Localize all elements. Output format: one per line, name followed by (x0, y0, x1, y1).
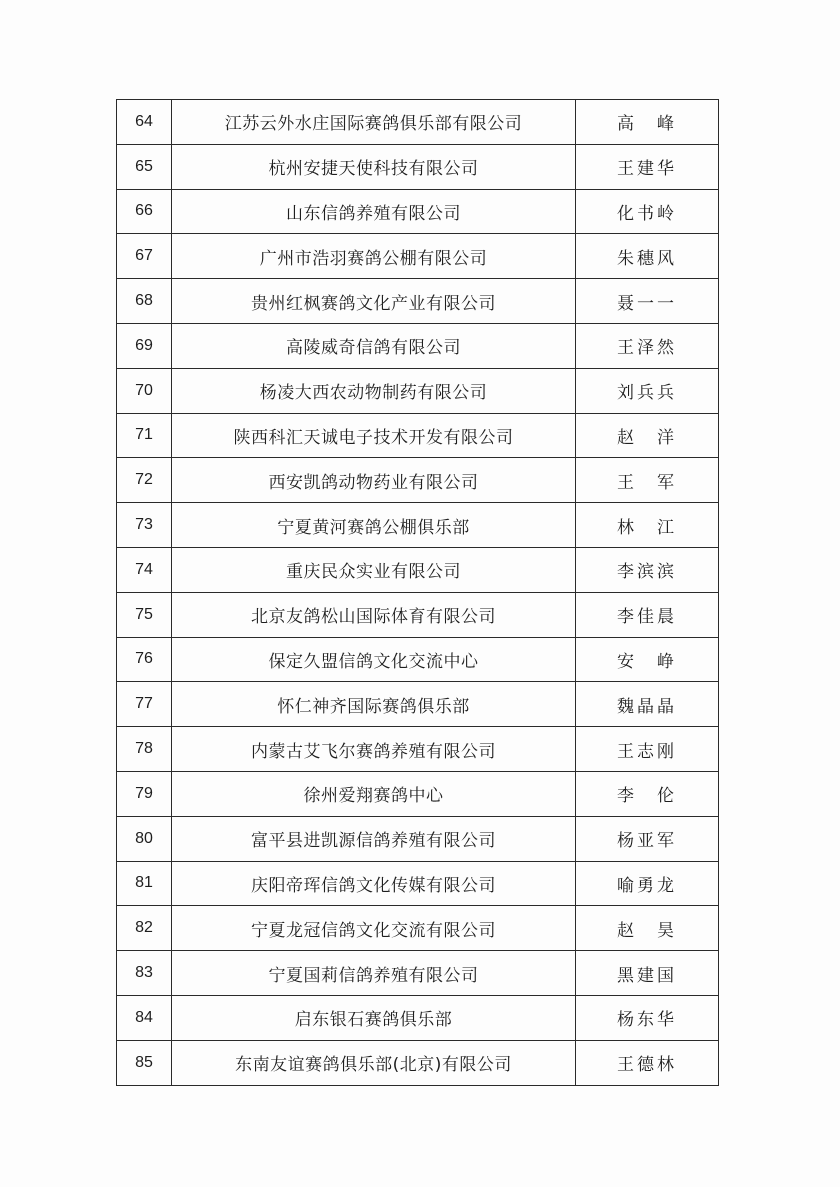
row-number-cell: 78 (117, 727, 172, 772)
table-row (117, 323, 719, 368)
company-name-cell: 宁夏黄河赛鸽公棚俱乐部 (172, 503, 576, 548)
company-name-cell: 东南友谊赛鸽俱乐部(北京)有限公司 (172, 1040, 576, 1085)
table-row (117, 682, 719, 727)
company-name-cell: 宁夏国莉信鸽养殖有限公司 (172, 951, 576, 996)
table-row (117, 951, 719, 996)
contact-person-cell: 朱穗风 (576, 234, 719, 279)
company-roster-table (116, 99, 719, 1086)
row-number-cell: 68 (117, 279, 172, 324)
contact-person-cell: 杨亚军 (576, 816, 719, 861)
company-name-cell: 陕西科汇天诚电子技术开发有限公司 (172, 413, 576, 458)
row-number-cell: 70 (117, 368, 172, 413)
contact-person-cell: 安 峥 (576, 637, 719, 682)
table-row (117, 100, 719, 145)
table-row (117, 144, 719, 189)
company-name-cell: 内蒙古艾飞尔赛鸽养殖有限公司 (172, 727, 576, 772)
table-row (117, 771, 719, 816)
row-number-cell: 74 (117, 547, 172, 592)
table-row (117, 727, 719, 772)
table-row (117, 458, 719, 503)
row-number-cell: 66 (117, 189, 172, 234)
contact-person-cell: 魏晶晶 (576, 682, 719, 727)
company-name-cell: 高陵威奇信鸽有限公司 (172, 323, 576, 368)
company-name-cell: 江苏云外水庄国际赛鸽俱乐部有限公司 (172, 100, 576, 145)
company-name-cell: 宁夏龙冠信鸽文化交流有限公司 (172, 906, 576, 951)
table-row (117, 279, 719, 324)
table-row (117, 547, 719, 592)
contact-person-cell: 王泽然 (576, 323, 719, 368)
company-name-cell: 怀仁神齐国际赛鸽俱乐部 (172, 682, 576, 727)
contact-person-cell: 刘兵兵 (576, 368, 719, 413)
company-name-cell: 北京友鸽松山国际体育有限公司 (172, 592, 576, 637)
contact-person-cell: 赵 昊 (576, 906, 719, 951)
row-number-cell: 85 (117, 1040, 172, 1085)
contact-person-cell: 王德林 (576, 1040, 719, 1085)
company-name-cell: 保定久盟信鸽文化交流中心 (172, 637, 576, 682)
row-number-cell: 73 (117, 503, 172, 548)
table-row (117, 413, 719, 458)
table-row (117, 906, 719, 951)
row-number-cell: 69 (117, 323, 172, 368)
contact-person-cell: 杨东华 (576, 995, 719, 1040)
contact-person-cell: 赵 洋 (576, 413, 719, 458)
row-number-cell: 75 (117, 592, 172, 637)
table-row (117, 592, 719, 637)
row-number-cell: 76 (117, 637, 172, 682)
row-number-cell: 71 (117, 413, 172, 458)
row-number-cell: 72 (117, 458, 172, 503)
contact-person-cell: 高 峰 (576, 100, 719, 145)
table-row (117, 368, 719, 413)
contact-person-cell: 王 军 (576, 458, 719, 503)
row-number-cell: 80 (117, 816, 172, 861)
row-number-cell: 67 (117, 234, 172, 279)
company-name-cell: 徐州爱翔赛鸽中心 (172, 771, 576, 816)
contact-person-cell: 王志刚 (576, 727, 719, 772)
table-row (117, 816, 719, 861)
contact-person-cell: 王建华 (576, 144, 719, 189)
table-row (117, 189, 719, 234)
row-number-cell: 65 (117, 144, 172, 189)
row-number-cell: 82 (117, 906, 172, 951)
contact-person-cell: 黑建国 (576, 951, 719, 996)
contact-person-cell: 喻勇龙 (576, 861, 719, 906)
contact-person-cell: 林 江 (576, 503, 719, 548)
company-name-cell: 启东银石赛鸽俱乐部 (172, 995, 576, 1040)
company-name-cell: 庆阳帝珲信鸽文化传媒有限公司 (172, 861, 576, 906)
contact-person-cell: 李佳晨 (576, 592, 719, 637)
company-name-cell: 杨凌大西农动物制药有限公司 (172, 368, 576, 413)
table-row (117, 861, 719, 906)
row-number-cell: 64 (117, 100, 172, 145)
contact-person-cell: 李滨滨 (576, 547, 719, 592)
company-name-cell: 山东信鸽养殖有限公司 (172, 189, 576, 234)
company-name-cell: 贵州红枫赛鸽文化产业有限公司 (172, 279, 576, 324)
company-name-cell: 杭州安捷天使科技有限公司 (172, 144, 576, 189)
company-name-cell: 重庆民众实业有限公司 (172, 547, 576, 592)
company-name-cell: 西安凯鸽动物药业有限公司 (172, 458, 576, 503)
row-number-cell: 79 (117, 771, 172, 816)
table-row (117, 637, 719, 682)
company-name-cell: 富平县进凯源信鸽养殖有限公司 (172, 816, 576, 861)
table-row (117, 503, 719, 548)
company-name-cell: 广州市浩羽赛鸽公棚有限公司 (172, 234, 576, 279)
table-row (117, 1040, 719, 1085)
row-number-cell: 81 (117, 861, 172, 906)
table-row (117, 234, 719, 279)
row-number-cell: 84 (117, 995, 172, 1040)
contact-person-cell: 化书岭 (576, 189, 719, 234)
row-number-cell: 83 (117, 951, 172, 996)
roster-table-body (117, 100, 719, 1086)
contact-person-cell: 李 伦 (576, 771, 719, 816)
row-number-cell: 77 (117, 682, 172, 727)
table-row (117, 995, 719, 1040)
contact-person-cell: 聂一一 (576, 279, 719, 324)
